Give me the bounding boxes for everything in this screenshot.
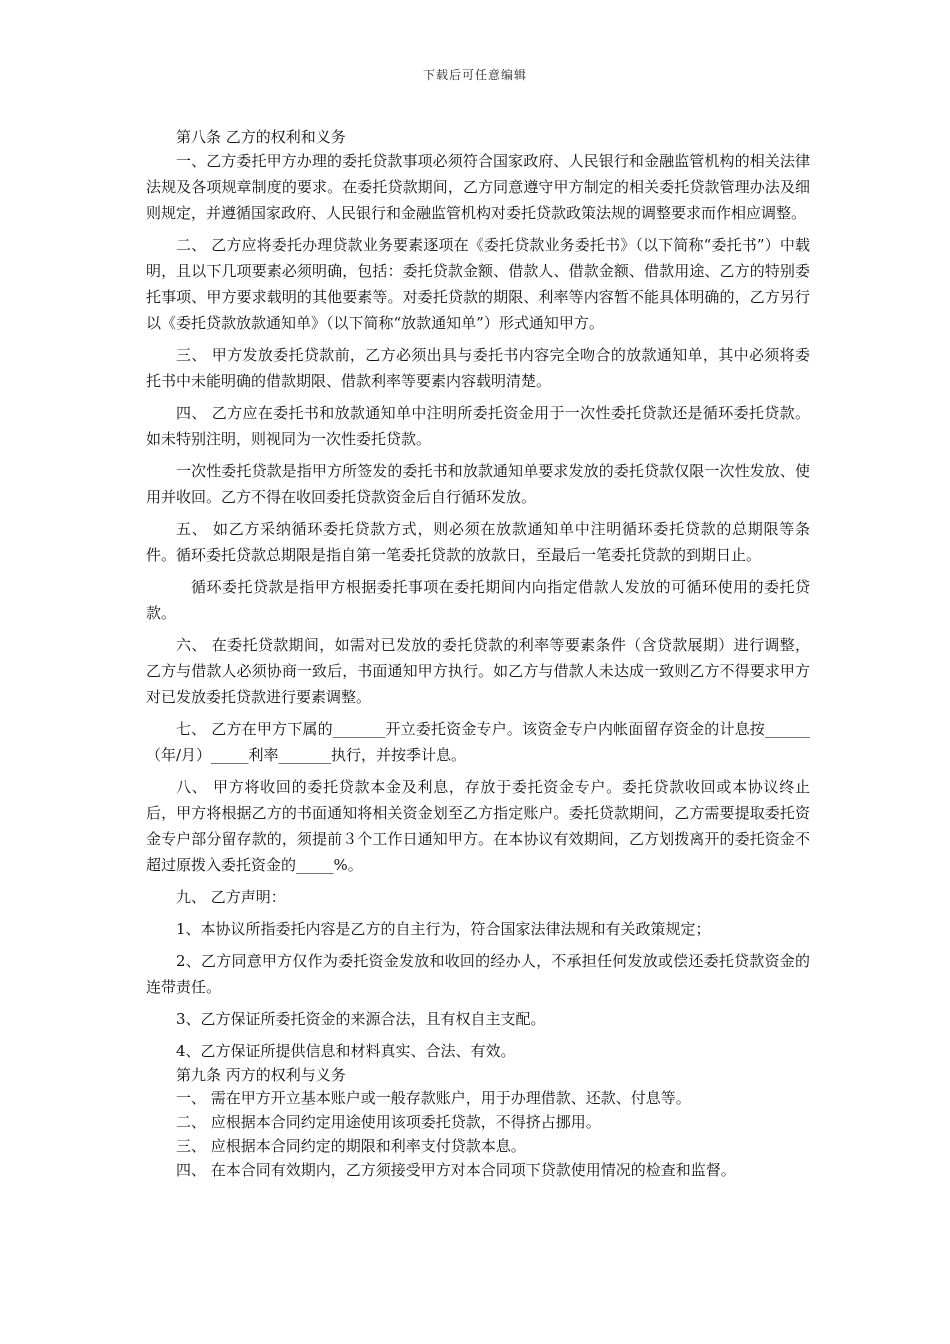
article-9-item-4: 四、 在本合同有效期内，乙方须接受甲方对本合同项下贷款使用情况的检查和监督。 [176, 1161, 736, 1179]
declaration-4: 4、乙方保证所提供信息和材料真实、合法、有效。 [176, 1042, 516, 1060]
article-8-clause-6: 六、 在委托贷款期间，如需对已发放的委托贷款的利率等要素条件（含贷款展期）进行调整，乙方与借款人必须协商一致后，书面通知甲方执行。如乙方与借款人未达成一致则乙方不得要求甲方对已发放委托贷款进行要素调整。 [146, 636, 810, 706]
article-8-clause-2: 二、 乙方应将委托办理贷款业务要素逐项在《委托贷款业务委托书》（以下简称“委托书”）中载明，且以下几项要素必须明确，包括：委托贷款金额、借款人、借款金额、借款用途、乙方的特别委托事项、甲方要求载明的其他要素等。对委托贷款的期限、利率等内容暂不能具体明确的，乙方另行以《委托贷款放款通知单》（以下简称“放款通知单”）形式通知甲方。 [146, 236, 810, 332]
article-8-clause-1: 一、乙方委托甲方办理的委托贷款事项必须符合国家政府、人民银行和金融监管机构的相关法律法规及各项规章制度的要求。在委托贷款期间，乙方同意遵守甲方制定的相关委托贷款管理办法及细则规定，并遵循国家政府、人民银行和金融监管机构对委托贷款政策法规的调整要求而作相应调整。 [146, 152, 810, 222]
declaration-2: 2、乙方同意甲方仅作为委托资金发放和收回的经办人，不承担任何发放或偿还委托贷款资金的连带责任。 [146, 952, 810, 996]
document-body [146, 126, 810, 1182]
article-9-title: 第九条 丙方的权利与义务 [176, 1066, 346, 1084]
article-8-clause-8: 八、 甲方将收回的委托贷款本金及利息，存放于委托资金专户。委托贷款收回或本协议终止后，甲方将根据乙方的书面通知将相关资金划至乙方指定账户。委托贷款期间，乙方需要提取委托资金专户部分留存款的，须提前３个工作日通知甲方。在本协议有效期间，乙方划拨离开的委托资金不超过原拨入委托资金的_____%。 [146, 778, 810, 874]
article-8-clause-5: 五、 如乙方采纳循环委托贷款方式，则必须在放款通知单中注明循环委托贷款的总期限等条件。循环委托贷款总期限是指自第一笔委托贷款的放款日，至最后一笔委托贷款的到期日止。 [146, 520, 810, 564]
revolving-loan-definition: 循环委托贷款是指甲方根据委托事项在委托期间内向指定借款人发放的可循环使用的委托贷款。 [146, 578, 810, 622]
declaration-3: 3、乙方保证所委托资金的来源合法，且有权自主支配。 [176, 1010, 546, 1028]
article-9-item-3: 三、 应根据本合同约定的期限和利率支付贷款本息。 [176, 1137, 526, 1155]
article-8-clause-7: 七、 乙方在甲方下属的_______开立委托资金专户。该资金专户内帐面留存资金的计息按______（年/月）_____利率_______执行，并按季计息。 [146, 720, 810, 764]
article-8-title: 第八条 乙方的权利和义务 [176, 128, 346, 146]
article-9-item-1: 一、 需在甲方开立基本账户或一般存款账户，用于办理借款、还款、付息等。 [176, 1089, 691, 1107]
article-8-clause-4: 四、 乙方应在委托书和放款通知单中注明所委托资金用于一次性委托贷款还是循环委托贷款。如未特别注明，则视同为一次性委托贷款。 [146, 404, 810, 448]
article-8-clause-3: 三、 甲方发放委托贷款前，乙方必须出具与委托书内容完全吻合的放款通知单，其中必须将委托书中未能明确的借款期限、借款利率等要素内容载明清楚。 [146, 346, 810, 390]
one-time-loan-definition: 一次性委托贷款是指甲方所签发的委托书和放款通知单要求发放的委托贷款仅限一次性发放、使用并收回。乙方不得在收回委托贷款资金后自行循环发放。 [146, 462, 810, 506]
page-header: 下载后可任意编辑 [422, 68, 527, 82]
article-9-item-2: 二、 应根据本合同约定用途使用该项委托贷款，不得挤占挪用。 [176, 1113, 601, 1131]
article-8-clause-9: 九、 乙方声明： [176, 888, 286, 906]
declaration-1: 1、本协议所指委托内容是乙方的自主行为，符合国家法律法规和有关政策规定； [176, 920, 711, 938]
